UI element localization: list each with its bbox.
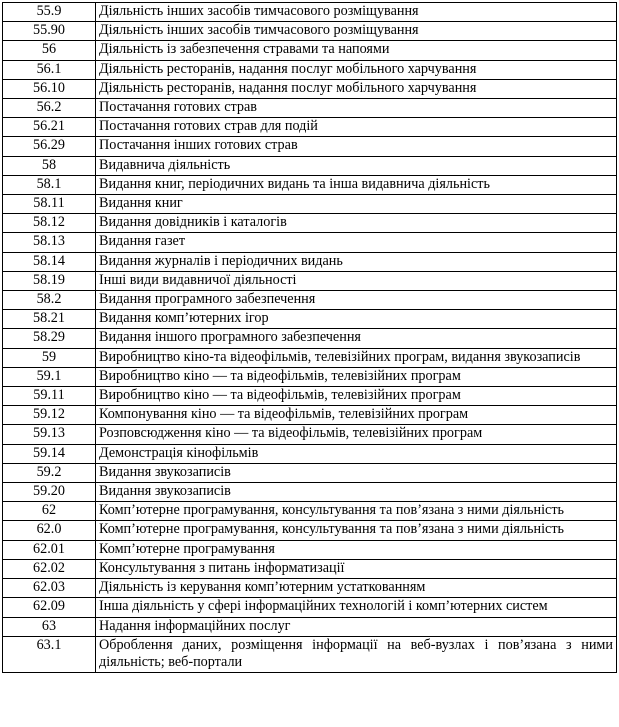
table-row xyxy=(3,617,617,636)
activity-code-cell: 63 xyxy=(3,617,96,636)
activity-code-cell: 62.02 xyxy=(3,559,96,578)
activity-code-cell: 56.29 xyxy=(3,137,96,156)
activity-code-cell: 62.0 xyxy=(3,521,96,540)
activity-code-cell: 58.29 xyxy=(3,329,96,348)
activity-name-cell: Діяльність ресторанів, надання послуг мобільного харчування xyxy=(96,60,617,79)
activity-code-cell: 55.90 xyxy=(3,22,96,41)
activity-name-cell: Комп’ютерне програмування, консультування та пов’язана з ними діяльність xyxy=(96,502,617,521)
table-row xyxy=(3,195,617,214)
table-row xyxy=(3,387,617,406)
activity-name-cell: Видання книг, періодичних видань та інша видавнича діяльність xyxy=(96,175,617,194)
table-row xyxy=(3,137,617,156)
table-row xyxy=(3,214,617,233)
table-row xyxy=(3,521,617,540)
activity-classification-table xyxy=(2,2,617,673)
table-row xyxy=(3,291,617,310)
table-row xyxy=(3,406,617,425)
table-row xyxy=(3,502,617,521)
table-row xyxy=(3,271,617,290)
activity-code-cell: 56.1 xyxy=(3,60,96,79)
table-row xyxy=(3,444,617,463)
activity-code-cell: 58.11 xyxy=(3,195,96,214)
activity-code-cell: 58.13 xyxy=(3,233,96,252)
activity-code-cell: 56 xyxy=(3,41,96,60)
table-row xyxy=(3,310,617,329)
table-row xyxy=(3,483,617,502)
activity-code-cell: 59.20 xyxy=(3,483,96,502)
activity-name-cell: Постачання інших готових страв xyxy=(96,137,617,156)
activity-code-cell: 58.21 xyxy=(3,310,96,329)
table-row xyxy=(3,118,617,137)
table-row xyxy=(3,99,617,118)
activity-name-cell: Видання книг xyxy=(96,195,617,214)
table-row xyxy=(3,79,617,98)
table-row xyxy=(3,60,617,79)
activity-name-cell: Інша діяльність у сфері інформаційних технологій і комп’ютерних систем xyxy=(96,598,617,617)
activity-name-cell: Постачання готових страв для подій xyxy=(96,118,617,137)
activity-name-cell: Демонстрація кінофільмів xyxy=(96,444,617,463)
activity-name-cell: Видання звукозаписів xyxy=(96,483,617,502)
table-row xyxy=(3,425,617,444)
table-row xyxy=(3,348,617,367)
table-row xyxy=(3,252,617,271)
activity-name-cell: Виробництво кіно — та відеофільмів, телевізійних програм xyxy=(96,387,617,406)
activity-code-cell: 62.09 xyxy=(3,598,96,617)
activity-code-cell: 55.9 xyxy=(3,3,96,22)
table-row xyxy=(3,559,617,578)
table-row xyxy=(3,598,617,617)
activity-code-cell: 59.2 xyxy=(3,463,96,482)
activity-name-cell: Діяльність із керування комп’ютерним устаткованням xyxy=(96,579,617,598)
activity-name-cell: Видання програмного забезпечення xyxy=(96,291,617,310)
activity-code-cell: 62.01 xyxy=(3,540,96,559)
activity-code-cell: 56.10 xyxy=(3,79,96,98)
activity-name-cell: Видання довідників і каталогів xyxy=(96,214,617,233)
activity-name-cell: Видання газет xyxy=(96,233,617,252)
table-row xyxy=(3,233,617,252)
activity-code-cell: 59.1 xyxy=(3,367,96,386)
activity-name-cell: Діяльність ресторанів, надання послуг мобільного харчування xyxy=(96,79,617,98)
activity-name-cell: Постачання готових страв xyxy=(96,99,617,118)
table-row xyxy=(3,463,617,482)
table-row xyxy=(3,540,617,559)
activity-name-cell: Оброблення даних, розміщення інформації на веб-вузлах і пов’язана з ними діяльність; веб-портали xyxy=(96,636,617,672)
activity-name-cell: Інші види видавничої діяльності xyxy=(96,271,617,290)
activity-name-cell: Компонування кіно — та відеофільмів, телевізійних програм xyxy=(96,406,617,425)
activity-name-cell: Видання комп’ютерних ігор xyxy=(96,310,617,329)
activity-name-cell: Видавнича діяльність xyxy=(96,156,617,175)
activity-name-cell: Діяльність інших засобів тимчасового розміщування xyxy=(96,22,617,41)
activity-name-cell: Діяльність інших засобів тимчасового розміщування xyxy=(96,3,617,22)
activity-name-cell: Видання звукозаписів xyxy=(96,463,617,482)
activity-code-cell: 58.19 xyxy=(3,271,96,290)
table-row xyxy=(3,22,617,41)
activity-name-cell: Діяльність із забезпечення стравами та напоями xyxy=(96,41,617,60)
activity-name-cell: Видання журналів і періодичних видань xyxy=(96,252,617,271)
activity-name-cell: Комп’ютерне програмування, консультування та пов’язана з ними діяльність xyxy=(96,521,617,540)
activity-name-cell: Виробництво кіно — та відеофільмів, телевізійних програм xyxy=(96,367,617,386)
activity-code-cell: 58.1 xyxy=(3,175,96,194)
table-row xyxy=(3,329,617,348)
activity-code-cell: 58.12 xyxy=(3,214,96,233)
table-row xyxy=(3,175,617,194)
table-row xyxy=(3,579,617,598)
table-body xyxy=(3,3,617,673)
activity-code-cell: 59.14 xyxy=(3,444,96,463)
activity-code-cell: 56.2 xyxy=(3,99,96,118)
activity-code-cell: 58.2 xyxy=(3,291,96,310)
activity-code-cell: 58 xyxy=(3,156,96,175)
table-row xyxy=(3,3,617,22)
activity-code-cell: 58.14 xyxy=(3,252,96,271)
activity-code-cell: 59 xyxy=(3,348,96,367)
activity-code-cell: 62 xyxy=(3,502,96,521)
table-row xyxy=(3,636,617,672)
activity-name-cell: Надання інформаційних послуг xyxy=(96,617,617,636)
activity-code-cell: 56.21 xyxy=(3,118,96,137)
table-row xyxy=(3,41,617,60)
activity-name-cell: Розповсюдження кіно — та відеофільмів, телевізійних програм xyxy=(96,425,617,444)
activity-code-cell: 59.11 xyxy=(3,387,96,406)
activity-code-cell: 62.03 xyxy=(3,579,96,598)
activity-code-cell: 59.12 xyxy=(3,406,96,425)
activity-code-cell: 59.13 xyxy=(3,425,96,444)
table-row xyxy=(3,367,617,386)
activity-name-cell: Видання іншого програмного забезпечення xyxy=(96,329,617,348)
activity-name-cell: Комп’ютерне програмування xyxy=(96,540,617,559)
table-row xyxy=(3,156,617,175)
activity-code-cell: 63.1 xyxy=(3,636,96,672)
activity-name-cell: Виробництво кіно-та відеофільмів, телевізійних програм, видання звукозаписів xyxy=(96,348,617,367)
activity-name-cell: Консультування з питань інформатизації xyxy=(96,559,617,578)
